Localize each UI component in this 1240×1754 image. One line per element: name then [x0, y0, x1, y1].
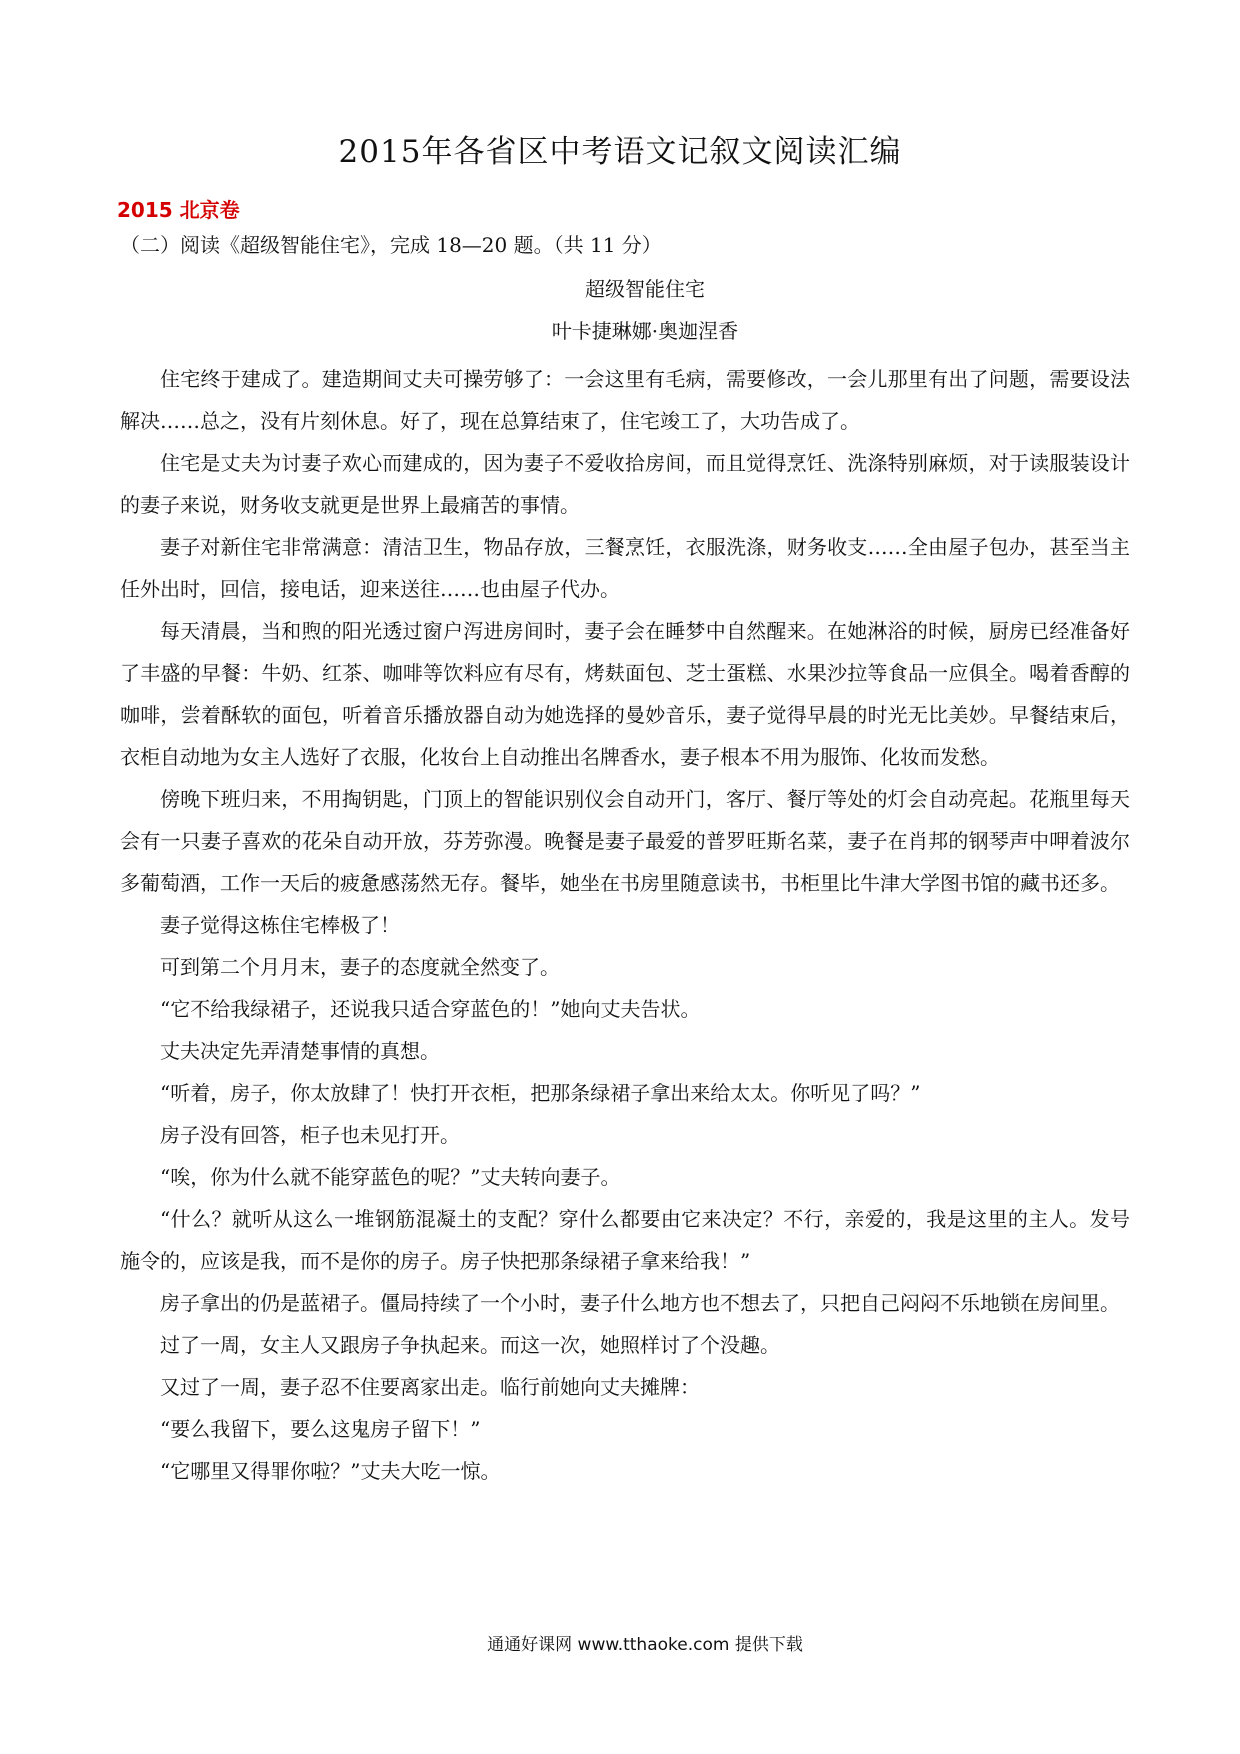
paragraph: 丈夫决定先弄清楚事情的真想。 — [160, 1039, 440, 1063]
paragraph: 房子没有回答，柜子也未见打开。 — [160, 1123, 460, 1147]
paragraph: 每天清晨，当和煦的阳光透过窗户泻进房间时，妻子会在睡梦中自然醒来。在她淋浴的时候，厨房已经准备好了丰盛的早餐：牛奶、红茶、咖啡等饮料应有尽有，烤麸面包、芝士蛋糕、水果沙拉等食品一应俱全。喝着香醇的咖啡，尝着酥软的面包，听着音乐播放器自动为她选择的曼妙音乐，妻子觉得早晨的时光无比美妙。早餐结束后，衣柜自动地为女主人选好了衣服，化妆台上自动推出名牌香水，妻子根本不用为服饰、化妆而发愁。 — [120, 619, 1130, 769]
paragraph: 妻子觉得这栋住宅棒极了！ — [160, 913, 400, 937]
page-footer: 通通好课网 www.tthaoke.com 提供下载 — [487, 1635, 803, 1655]
paragraph: “它哪里又得罪你啦？”丈夫大吃一惊。 — [160, 1459, 501, 1483]
article-body — [120, 358, 1130, 1492]
document-title: 2015年各省区中考语文记叙文阅读汇编 — [338, 134, 902, 170]
paragraph: “要么我留下，要么这鬼房子留下！” — [160, 1417, 481, 1441]
paragraph: 房子拿出的仍是蓝裙子。僵局持续了一个小时，妻子什么地方也不想去了，只把自己闷闷不乐地锁在房间里。 — [160, 1291, 1120, 1315]
paragraph: 又过了一周，妻子忍不住要离家出走。临行前她向丈夫摊牌： — [160, 1375, 700, 1399]
paragraph: 过了一周，女主人又跟房子争执起来。而这一次，她照样讨了个没趣。 — [160, 1333, 780, 1357]
article-title: 超级智能住宅 — [585, 277, 705, 301]
paragraph: “什么？就听从这么一堆钢筋混凝土的支配？穿什么都要由它来决定？不行，亲爱的，我是这里的主人。发号施令的，应该是我，而不是你的房子。房子快把那条绿裙子拿来给我！” — [120, 1207, 1130, 1273]
paragraph: “听着，房子，你太放肆了！快打开衣柜，把那条绿裙子拿出来给太太。你听见了吗？” — [160, 1081, 921, 1105]
paragraph: “它不给我绿裙子，还说我只适合穿蓝色的！”她向丈夫告状。 — [160, 997, 701, 1021]
paragraph: 住宅是丈夫为讨妻子欢心而建成的，因为妻子不爱收拾房间，而且觉得烹饪、洗涤特别麻烦，对于读服装设计的妻子来说，财务收支就更是世界上最痛苦的事情。 — [120, 451, 1130, 517]
paragraph: 妻子对新住宅非常满意：清洁卫生，物品存放，三餐烹饪，衣服洗涤，财务收支……全由屋子包办，甚至当主任外出时，回信，接电话，迎来送往……也由屋子代办。 — [120, 535, 1130, 601]
paragraph: 可到第二个月月末，妻子的态度就全然变了。 — [160, 955, 560, 979]
paragraph: “唉，你为什么就不能穿蓝色的呢？”丈夫转向妻子。 — [160, 1165, 621, 1189]
question-instruction: （二）阅读《超级智能住宅》，完成 18—20 题。（共 11 分） — [120, 233, 662, 257]
section-label: 2015 北京卷 — [117, 198, 240, 222]
paragraph: 傍晚下班归来，不用掏钥匙，门顶上的智能识别仪会自动开门，客厅、餐厅等处的灯会自动亮起。花瓶里每天会有一只妻子喜欢的花朵自动开放，芬芳弥漫。晚餐是妻子最爱的普罗旺斯名菜，妻子在肖邦的钢琴声中呷着波尔多葡萄酒，工作一天后的疲惫感荡然无存。餐毕，她坐在书房里随意读书，书柜里比牛津大学图书馆的藏书还多。 — [120, 787, 1130, 895]
article-author: 叶卡捷琳娜·奥迦涅香 — [551, 319, 739, 343]
paragraph: 住宅终于建成了。建造期间丈夫可操劳够了：一会这里有毛病，需要修改，一会儿那里有出了问题，需要设法解决……总之，没有片刻休息。好了，现在总算结束了，住宅竣工了，大功告成了。 — [120, 367, 1130, 433]
